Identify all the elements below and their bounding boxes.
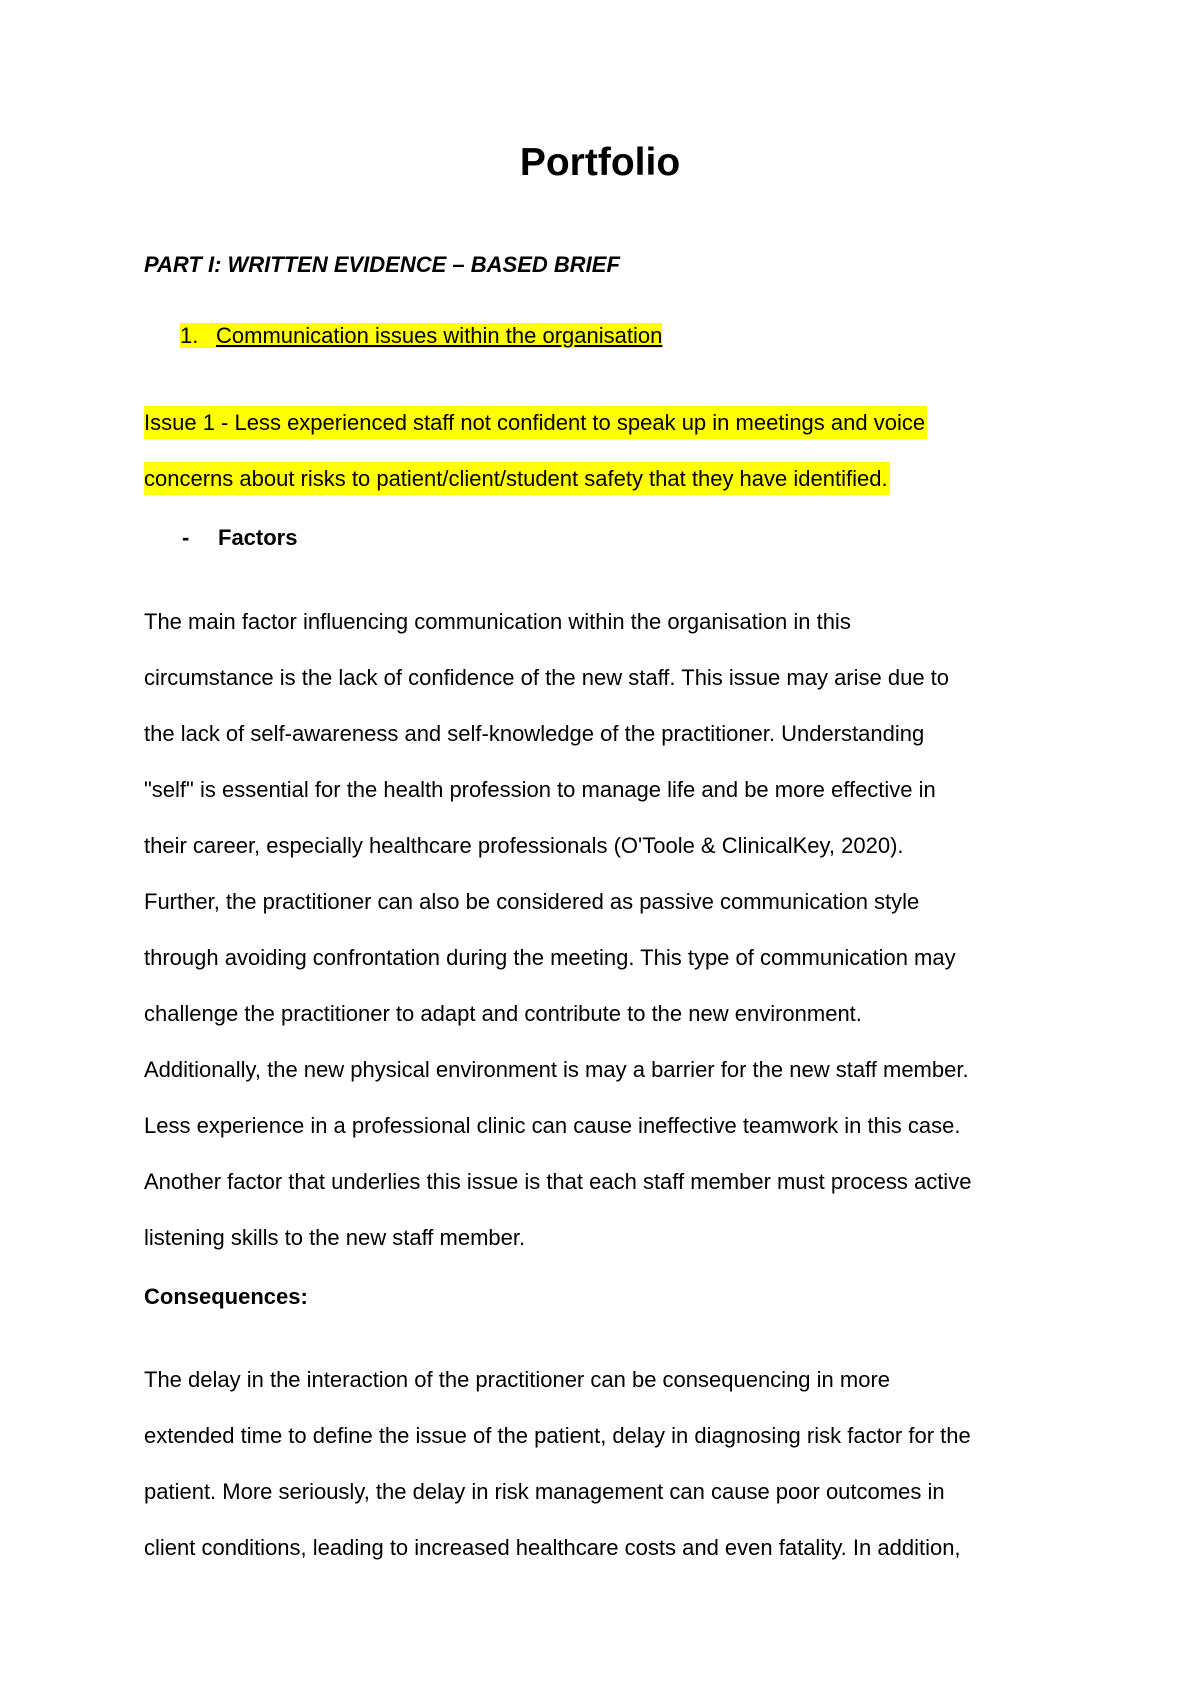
- page-title: Portfolio: [519, 141, 681, 184]
- paragraph-line: through avoiding confrontation during the meeting. This type of communication may: [144, 945, 956, 970]
- list-item-text: Communication issues within the organisation: [216, 323, 663, 348]
- paragraph-line: challenge the practitioner to adapt and contribute to the new environment.: [144, 1001, 862, 1026]
- paragraph-line: Further, the practitioner can also be considered as passive communication style: [144, 889, 920, 914]
- issue-line-highlight: concerns about risks to patient/client/student safety that they have identified.: [144, 462, 890, 495]
- list-item-highlight: [180, 323, 662, 348]
- paragraph-line: listening skills to the new staff member.: [144, 1225, 526, 1250]
- factors-dash: -: [182, 525, 190, 550]
- paragraph-line: extended time to define the issue of the patient, delay in diagnosing risk factor for the: [144, 1423, 971, 1448]
- paragraph-line: The delay in the interaction of the practitioner can be consequencing in more: [144, 1367, 891, 1392]
- paragraph-line: Less experience in a professional clinic can cause ineffective teamwork in this case.: [144, 1113, 961, 1138]
- consequences-paragraph: [144, 1352, 1064, 1576]
- paragraph-line: the lack of self-awareness and self-knowledge of the practitioner. Understanding: [144, 721, 925, 746]
- consequences-heading: Consequences:: [144, 1284, 308, 1309]
- part-heading: PART I: WRITTEN EVIDENCE – BASED BRIEF: [144, 252, 620, 277]
- factors-paragraph: [144, 594, 1064, 1266]
- factors-label: Factors: [218, 525, 298, 550]
- factors-subheading: [182, 525, 297, 551]
- paragraph-line: patient. More seriously, the delay in risk management can cause poor outcomes in: [144, 1479, 945, 1504]
- issue-line: [144, 395, 1064, 451]
- paragraph-line: Additionally, the new physical environment is may a barrier for the new staff member.: [144, 1057, 969, 1082]
- paragraph-line: their career, especially healthcare professionals (O'Toole & ClinicalKey, 2020).: [144, 833, 904, 858]
- issue-line-highlight: Issue 1 - Less experienced staff not confident to speak up in meetings and voice: [144, 406, 927, 439]
- numbered-list-item: [180, 323, 662, 349]
- paragraph-line: client conditions, leading to increased healthcare costs and even fatality. In addition,: [144, 1535, 961, 1560]
- paragraph-line: circumstance is the lack of confidence of the new staff. This issue may arise due to: [144, 665, 950, 690]
- paragraph-line: "self" is essential for the health profession to manage life and be more effective in: [144, 777, 936, 802]
- issue-line: [144, 451, 1064, 507]
- paragraph-line: The main factor influencing communication within the organisation in this: [144, 609, 851, 634]
- paragraph-line: Another factor that underlies this issue is that each staff member must process active: [144, 1169, 972, 1194]
- list-item-number: 1.: [180, 323, 199, 348]
- issue-statement: [144, 395, 1064, 507]
